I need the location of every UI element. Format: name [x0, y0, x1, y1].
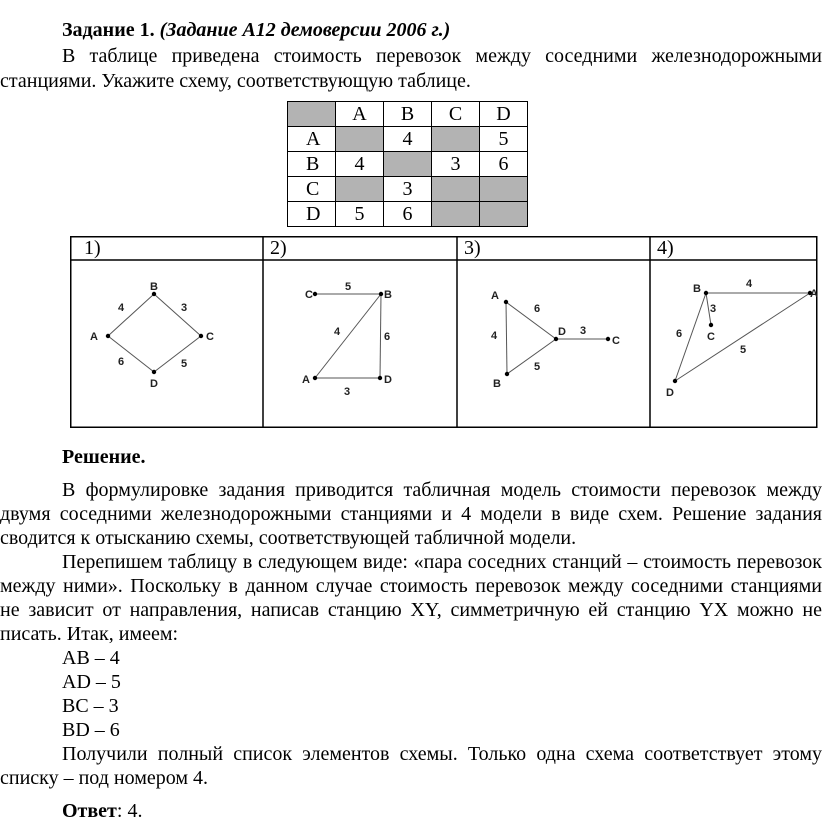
task-title-italic: (Задание А12 демоверсии 2006 г.) — [159, 19, 451, 41]
s4-edge-bd: 6 — [676, 328, 683, 340]
table-cell — [432, 177, 480, 202]
table-cell: 4 — [336, 152, 384, 177]
s2-edge-cb: 5 — [345, 281, 352, 293]
solution-p2-line3: не зависит от направления, написав станцию XY, симметричную ей станцию YX можно не — [0, 599, 822, 621]
table-cell: 3 — [384, 177, 432, 202]
row-header: A — [288, 127, 336, 152]
s1-node-c: C — [206, 331, 214, 343]
solution-p2-line4: писать. Итак, имеем: — [0, 623, 179, 645]
s4-node-d: D — [666, 387, 674, 399]
table-cell — [384, 152, 432, 177]
s4-node-b: B — [693, 283, 701, 295]
table-cell — [336, 177, 384, 202]
solution-p2-line2: между ними». Поскольку в данном случае стоимость перевозок между соседними станциями — [0, 575, 822, 597]
table-cell — [336, 127, 384, 152]
s3-edge-dc: 3 — [580, 325, 587, 337]
s1-node-d: D — [150, 378, 158, 390]
pair-item: AD – 5 — [62, 671, 121, 693]
s2-edge-ab: 4 — [334, 326, 341, 338]
table-cell — [432, 127, 480, 152]
table-cell — [432, 202, 480, 227]
scheme-label-1: 1) — [84, 237, 101, 259]
solution-p2-line1: Перепишем таблицу в следующем виде: «пара соседних станций – стоимость перевозок — [62, 551, 822, 573]
s3-edge-bd: 5 — [534, 361, 541, 373]
row-header: C — [288, 177, 336, 202]
table-cell: 5 — [480, 127, 528, 152]
col-header: D — [480, 102, 528, 127]
s2-node-d: D — [384, 374, 392, 386]
solution-p1-line3: сводится к отысканию схемы, соответствующей табличной модели. — [0, 527, 577, 549]
col-header: A — [336, 102, 384, 127]
solution-p1-line2: двумя соседними железнодорожными станциями и 4 модели в виде схем. Решение задания — [0, 503, 822, 525]
col-header: C — [432, 102, 480, 127]
task-title — [62, 18, 450, 42]
s4-edge-bc: 3 — [710, 303, 717, 315]
pair-item: BC – 3 — [62, 695, 119, 717]
table-row — [288, 202, 528, 227]
s3-edge-ad: 6 — [534, 303, 541, 315]
s2-edge-bd: 6 — [384, 331, 391, 343]
table-cell: 6 — [480, 152, 528, 177]
s2-node-b: B — [384, 289, 392, 301]
task-text-line1: В таблице приведена стоимость перевозок между соседними железнодорожными — [62, 45, 822, 67]
schemes-frame — [70, 236, 816, 428]
s4-node-c: C — [707, 331, 715, 343]
solution-p1-line1: В формулировке задания приводится табличная модель стоимости перевозок между — [62, 479, 822, 501]
s3-node-b: B — [493, 378, 501, 390]
s2-node-a: A — [302, 374, 310, 386]
table-cell: 3 — [432, 152, 480, 177]
table-row — [288, 177, 528, 202]
s3-node-d: D — [558, 326, 566, 338]
s3-edge-ab: 4 — [491, 330, 498, 342]
answer — [62, 799, 142, 823]
scheme-label-3: 3) — [464, 237, 481, 259]
scheme-label-2: 2) — [270, 237, 287, 259]
solution-p3-line1: Получили полный список элементов схемы. Только одна схема соответствует этому — [62, 743, 822, 765]
s2-edge-ad: 3 — [344, 386, 351, 398]
s3-node-a: A — [491, 290, 499, 302]
s4-edge-ba: 4 — [746, 278, 753, 290]
s2-node-c: C — [305, 289, 313, 301]
table-corner-cell — [288, 102, 336, 127]
table-row — [288, 127, 528, 152]
table-header-row — [288, 102, 528, 127]
table-cell: 4 — [384, 127, 432, 152]
cost-table — [287, 101, 528, 227]
pair-item: AB – 4 — [62, 647, 120, 669]
s4-edge-ad: 5 — [740, 344, 747, 356]
s1-edge-dc: 5 — [181, 358, 188, 370]
table-cell: 5 — [336, 202, 384, 227]
s1-edge-ad: 6 — [118, 356, 125, 368]
task-text-line2: станциями. Укажите схему, соответствующую таблице. — [0, 70, 471, 92]
scheme-2-diagram — [302, 281, 392, 398]
row-header: B — [288, 152, 336, 177]
scheme-1-diagram — [90, 281, 214, 390]
table-cell — [480, 202, 528, 227]
scheme-4-diagram — [666, 278, 818, 399]
s1-edge-bc: 3 — [181, 302, 188, 314]
s4-node-a: A — [810, 288, 818, 300]
scheme-3-diagram — [491, 290, 620, 390]
table-cell — [480, 177, 528, 202]
s1-edge-ab: 4 — [118, 302, 125, 314]
solution-heading: Решение. — [62, 446, 146, 468]
s1-node-a: A — [90, 331, 98, 343]
solution-p3-line2: списку – под номером 4. — [0, 767, 209, 789]
answer-value: : 4. — [116, 800, 143, 822]
table-cell: 6 — [384, 202, 432, 227]
task-title-bold: Задание 1. — [62, 19, 155, 41]
row-header: D — [288, 202, 336, 227]
answer-label: Ответ — [62, 800, 117, 822]
s1-node-b: B — [150, 281, 158, 293]
pair-item: BD – 6 — [62, 719, 120, 741]
table-row — [288, 152, 528, 177]
s3-node-c: C — [612, 335, 620, 347]
col-header: B — [384, 102, 432, 127]
scheme-label-4: 4) — [657, 237, 674, 259]
schemes-grid — [70, 236, 816, 428]
